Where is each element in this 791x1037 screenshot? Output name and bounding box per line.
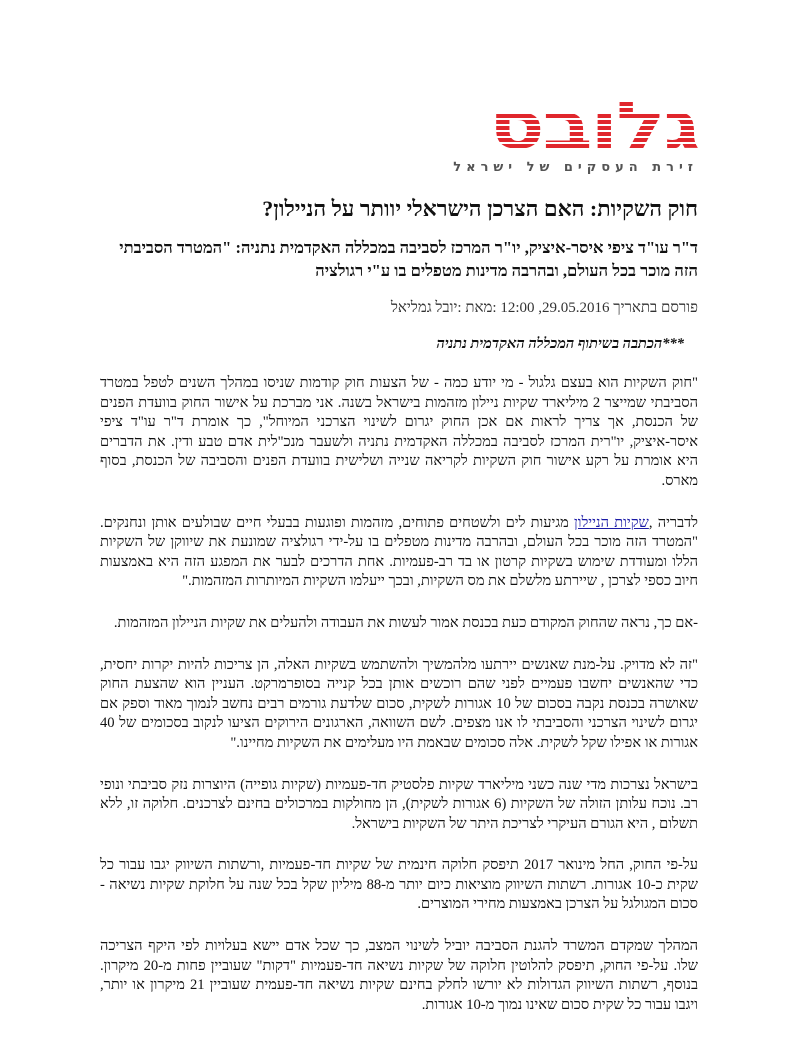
paragraph: "זה לא מדויק. על-מנת שאנשים יירתעו מלהמשיך ולהשתמש בשקיות האלה, הן צריכות להיות יקרות יחסית, כדי שהאנשים יחשבו פעמיים לפני שהם רוכשים אותן בכל קנייה בסופרמרקט. העניין הוא שהצעת החוק שאושרה בכנסת נקבה בסכום של 10 אגורות לשקית, סכום שלדעת גורמים רבים נחשב לנמוך מאוד וספק אם יגרום לשינוי הצרכני והסביבתי לו אנו מצפים. לשם השוואה, הארגונים הירוקים הציעו לנקוב בסכומים של 40 אגורות או אפילו שקל לשקית. אלה סכומים שבאמת היו מעלימים את השקיות מחיינו." — [100, 656, 698, 751]
article-title: חוק השקיות: האם הצרכן הישראלי יוותר על הניילון? — [262, 196, 698, 221]
logo-mark: גלובס — [392, 96, 698, 156]
paragraph: -אם כך, נראה שהחוק המקודם כעת בכנסת אמור לעשות את העבודה ולהעלים את שקיות הניילון המזהמות. — [113, 614, 698, 631]
globes-logo[interactable] — [453, 87, 698, 175]
text: מגיעות לים ולשטחים פתוחים, מזהמות ופוגעות בבעלי חיים שבולעים אותן ונחנקים. "המטרד הזה מוכר בכל העולם, ובהרבה מדינות מטפלים בו על-ידי רגולציה שמונעת את שיווקן של השקיות הללו ומעודדת שימוש בשקיות קרטון או בד רב-פעמיות. אחת הדרכים לבער את המפגע הזה היא באמצעות חיוב כספי לצרכן , שיירתע מלשלם את מס השקיות, ובכך ייעלמו השקיות המיותרות המזהמות." — [100, 514, 698, 590]
nylon-bags-link[interactable]: שקיות הניילון — [573, 514, 649, 531]
paragraph: על-פי החוק, החל מינואר 2017 תיפסק חלוקה חינמית של שקיות חד-פעמיות ,ורשתות השיווק יגבו עבור כל שקית כ-10 אגורות. רשתות השיווק מוציאות כיום יותר מ-88 מיליון שקל בכל שנה על חלוקת שקיות נשיאה - סכום המגולגל על הצרכן באמצעות מחירי המוצרים. — [100, 857, 699, 913]
text: לדבריה , — [648, 514, 698, 531]
logo-tagline: זירת העסקים של ישראל — [453, 160, 698, 175]
publish-info: פורסם בתאריך 29.05.2016, 12:00 :מאת :יובל גמליאל — [390, 300, 698, 316]
article-subtitle: ד"ר עו"ד ציפי איסר-איציק, יו"ר המרכז לסביבה במכללה האקדמית נתניה: "המטרד הסביבתי הזה מוכר בכל העולם, ובהרבה מדינות מטפלים בו ע"י רגולציה — [119, 238, 698, 280]
paragraph: "חוק השקיות הוא בעצם גלגול - מי יודע כמה - של הצעות חוק קודמות שניסו במהלך השנים לטפל במטרד הסביבתי שמייצר 2 מיליארד שקיות ניילון מזהמות בישראל בשנה. אני מברכת על אישור החוק בוועדת הפנים של הכנסת, אך צריך לראות אם אכן החוק יגרום לשינוי הצרכני המיוחל", כך אומרת ד"ר עו"ד ציפי איסר-איציק, יו"רית המרכז לסביבה במכללה האקדמית נתניה ולשעבר מנכ"לית אדם טבע ודין. את הדברים היא אומרת על רקע אישור חוק השקיות לקריאה שנייה ושלישית בוועדת הפנים והסביבה של הכנסת, בסוף מארס. — [100, 375, 698, 489]
paragraph — [100, 514, 698, 592]
paragraph: המהלך שמקדם המשרד להגנת הסביבה יוביל לשינוי המצב, כך שכל אדם יישא בעלויות לפי היקף הצריכה שלו. על-פי החוק, תיפסק להלוטין חלוקה של שקיות נשיאה חד-פעמיות "דקות" שעוביין פחות מ-20 מיקרון. בנוסף, רשתות השיווק הגדולות לא יורשו לחלק בחינם שקיות נשיאה חד-פעמית שעוביין 21 מיקרון או יותר, ויגבו עבור כל שקית סכום שאינו נמוך מ-10 אגורות. — [100, 938, 699, 1013]
paragraph: בישראל נצרכות מדי שנה כשני מיליארד שקיות פלסטיק חד-פעמיות (שקיות גופייה) היוצרות נזק סביבתי ונופי רב. נוכח עלותן הזולה של השקיות (6 אגורות לשקית), הן מחולקות במרכולים בחינם לצרכנים. חלוקה זו, ללא תשלום , היא הגורם העיקרי לצריכת היתר של השקיות בישראל. — [100, 776, 698, 832]
article-body — [100, 374, 698, 1037]
collaboration-credit: ***הכתבה בשיתוף המכללה האקדמית נתניה — [436, 336, 684, 352]
